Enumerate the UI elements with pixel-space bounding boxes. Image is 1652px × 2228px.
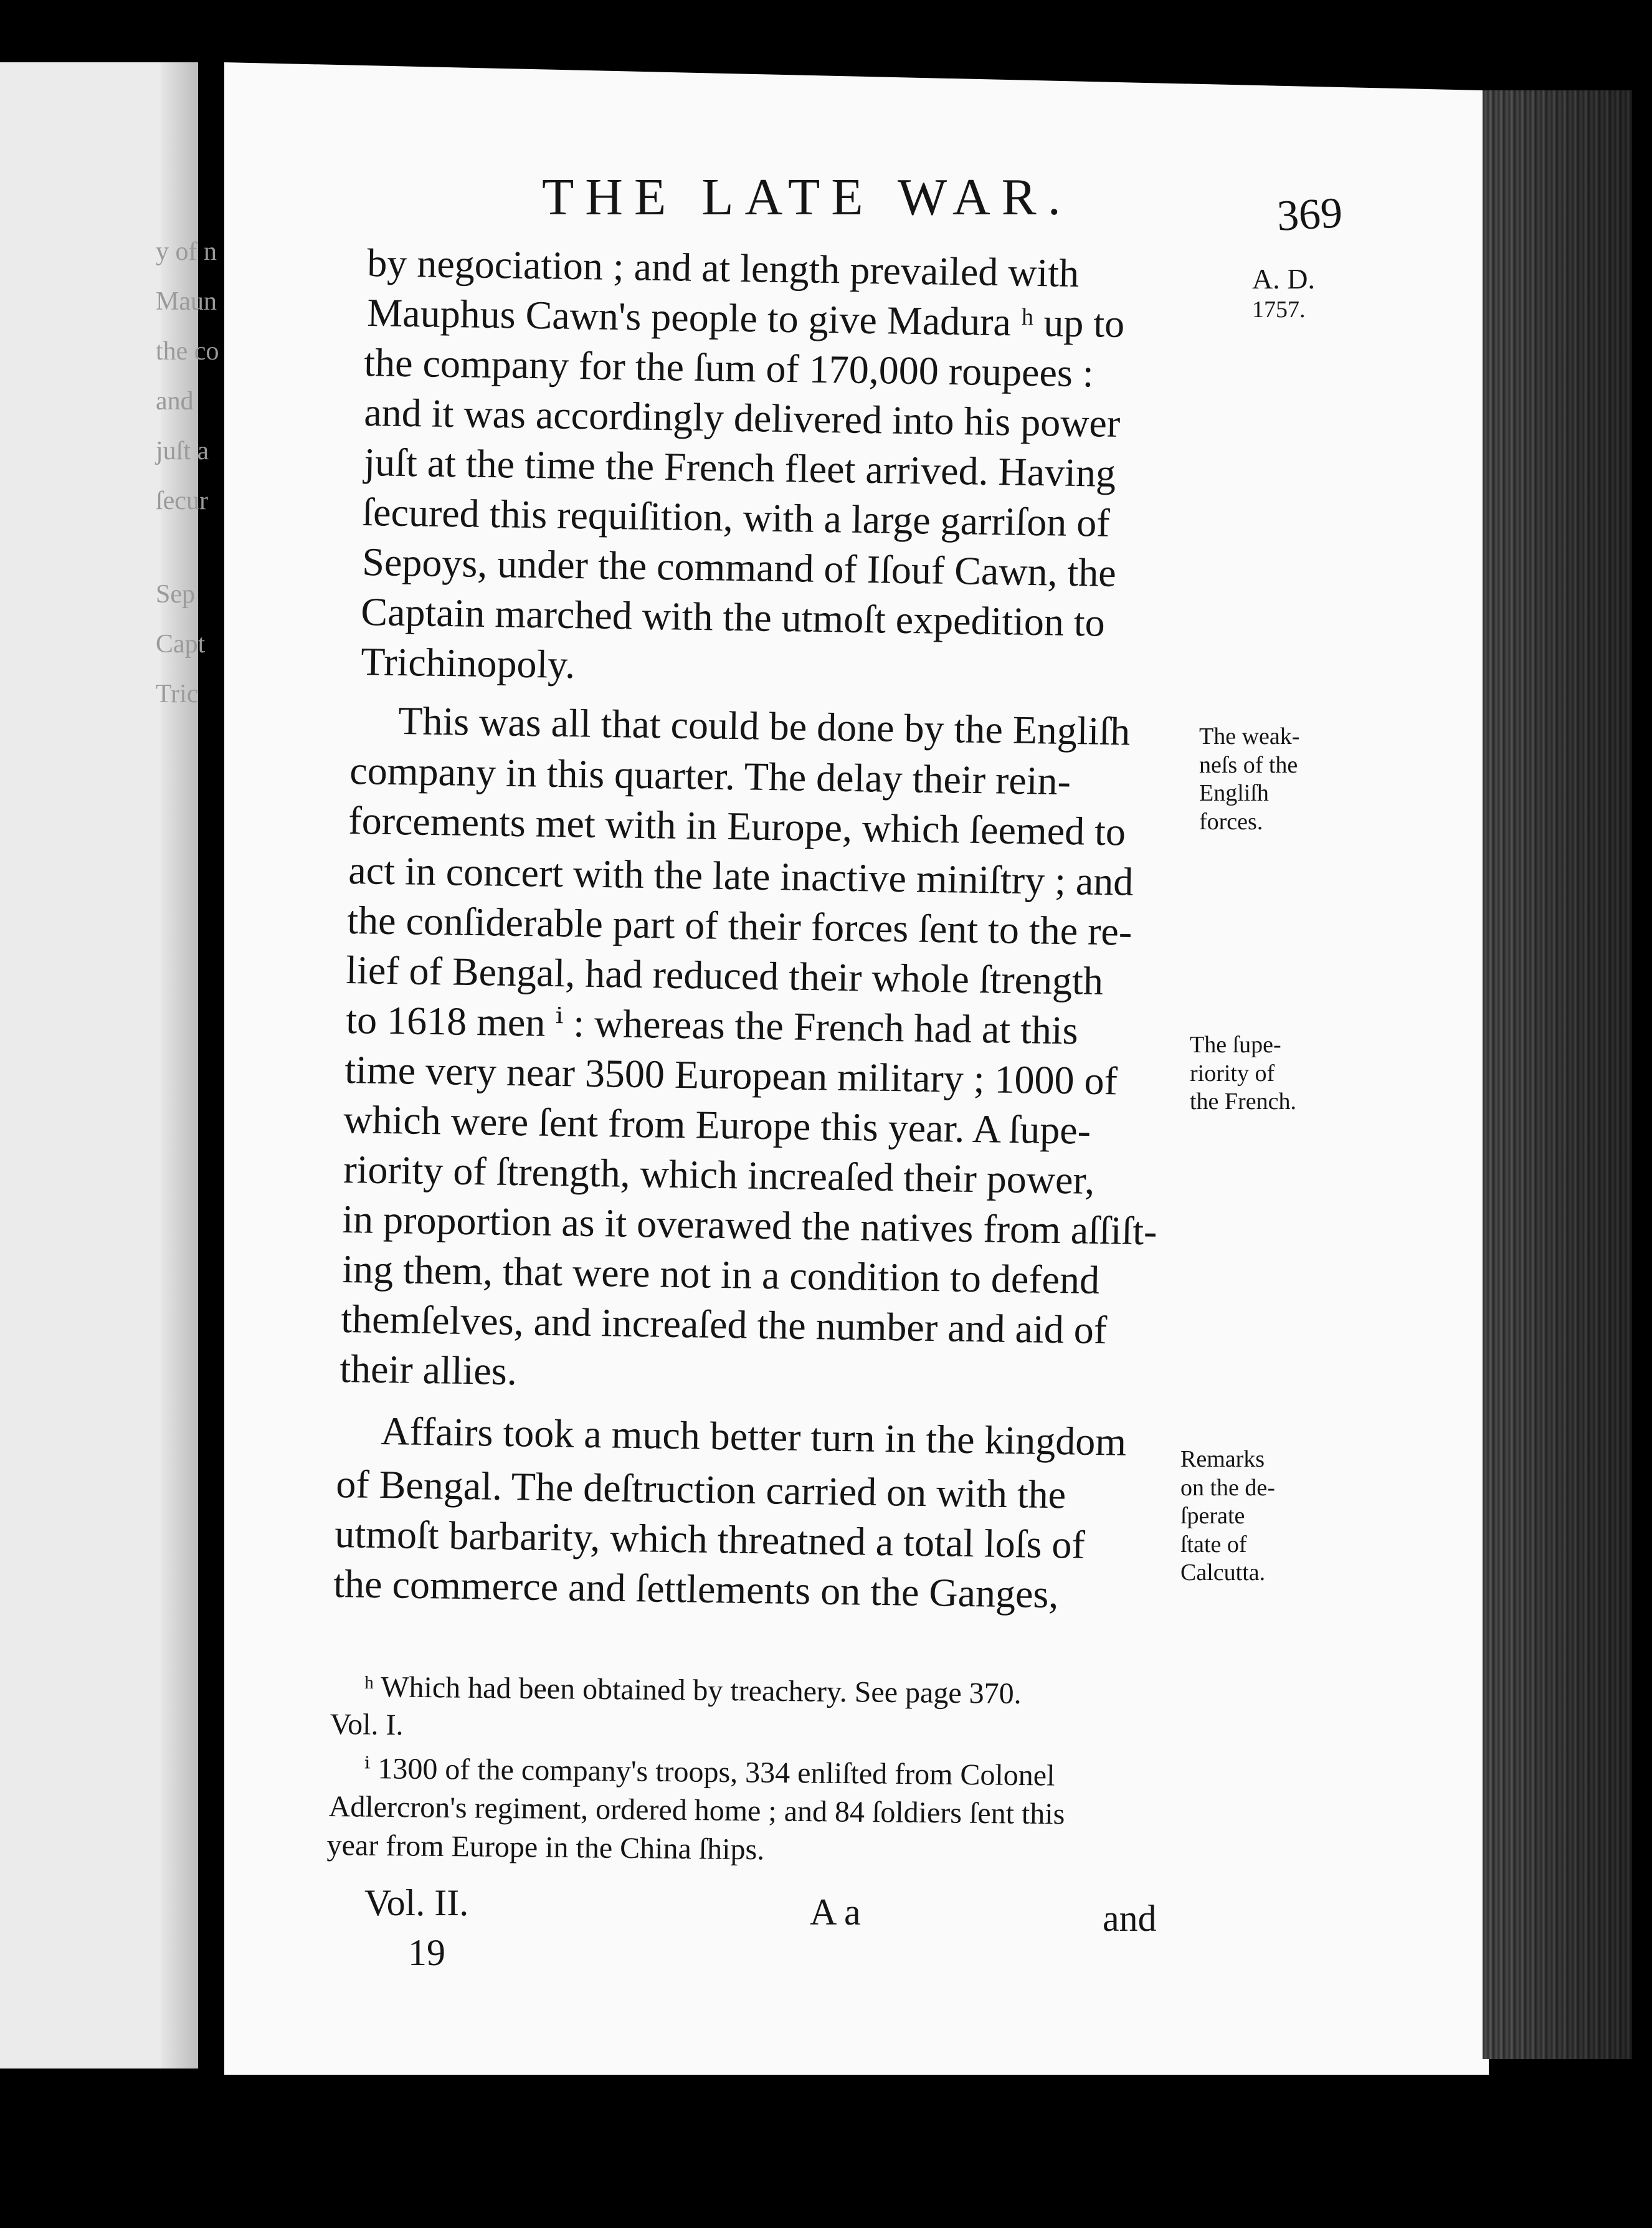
body-line: the commerce and ſettlements on the Ganges, — [333, 1561, 1059, 1617]
body-line: Affairs took a much better turn in the kingdom — [380, 1409, 1127, 1464]
body-line: Trichinopoly. — [360, 639, 576, 687]
body-line: themſelves, and increaſed the number and aid of — [340, 1297, 1108, 1353]
body-line: company in this quarter. The delay their rein- — [349, 748, 1071, 804]
body-line: riority of ſtrength, which increaſed their power, — [343, 1146, 1095, 1202]
sidenote-weakness — [1199, 723, 1299, 836]
facing-page-text: Sep — [156, 580, 195, 609]
footnote-line: ⁱ 1300 of the company's troops, 334 enliſted from Colonel — [364, 1752, 1055, 1792]
volume-mark: Vol. II. — [364, 1882, 469, 1923]
facing-page-text: y of n — [156, 237, 217, 266]
sidenote-line: forces. — [1199, 808, 1263, 835]
body-line: and it was accordingly delivered into his power — [363, 389, 1121, 445]
sidenote-line: on the de- — [1180, 1474, 1275, 1501]
body-line: Sepoys, under the command of Iſouf Cawn, the — [361, 539, 1117, 595]
sidenote-superiority — [1190, 1031, 1296, 1116]
facing-page-text: ſecur — [156, 487, 208, 515]
footnote-line: Adlercron's regiment, ordered home ; and 84 ſoldiers ſent this — [328, 1790, 1065, 1831]
facing-page-text: and — [156, 387, 194, 416]
sidenote-line: The ſupe- — [1190, 1032, 1281, 1058]
footnote-line: ʰ Which had been obtained by treachery. See page 370. — [364, 1670, 1022, 1711]
sidenote-line: Calcutta. — [1180, 1559, 1266, 1586]
body-line: ſecured this requiſition, with a large garriſon of — [361, 489, 1111, 545]
page-edge-shadow — [1483, 90, 1632, 2059]
facing-page-text: Tric — [156, 680, 199, 708]
sidenote-line: the French. — [1190, 1088, 1296, 1115]
body-line: by negociation ; and at length prevailed with — [366, 240, 1080, 295]
sidenote-line: neſs of the — [1199, 751, 1298, 778]
sidenote-remarks — [1180, 1445, 1275, 1588]
sidenote-line: ſperate — [1180, 1503, 1245, 1530]
body-line: the company for the ſum of 170,000 roupees : — [363, 340, 1094, 396]
facing-page-text: juſt a — [156, 437, 209, 465]
margin-date — [1252, 262, 1315, 325]
body-line: This was all that could be done by the Engliſh — [397, 698, 1131, 754]
page-number: 369 — [1276, 189, 1344, 240]
footnote-line: Vol. I. — [330, 1708, 404, 1742]
facing-page — [0, 62, 219, 2069]
facing-page-text: Maun — [156, 287, 217, 316]
sidenote-line: Remarks — [1180, 1446, 1265, 1472]
body-line: to 1618 men ⁱ : whereas the French had at this — [345, 997, 1079, 1053]
body-line: lief of Bengal, had reduced their whole ſtrength — [345, 947, 1104, 1004]
running-head: THE LATE WAR. — [542, 168, 1072, 226]
body-line: which were ſent from Europe this year. A ſupe- — [343, 1097, 1091, 1153]
body-line: act in concert with the late inactive miniſtry ; and — [348, 847, 1134, 904]
margin-date-year: 1757. — [1252, 297, 1306, 323]
sidenote-line: Engliſh — [1199, 780, 1269, 807]
facing-page-text: the co — [156, 337, 219, 366]
body-line: the conſiderable part of their forces ſent to the re- — [346, 897, 1132, 954]
body-line: juſt at the time the French fleet arrived. Having — [363, 439, 1116, 495]
gathering-number: 19 — [408, 1932, 445, 1973]
body-line: forcements met with in Europe, which ſeemed to — [348, 797, 1126, 854]
facing-page-text: Capt — [156, 630, 206, 659]
sidenote-line: riority of — [1190, 1060, 1275, 1087]
margin-date-label: A. D. — [1252, 263, 1315, 295]
body-line: their allies. — [339, 1346, 518, 1394]
body-line: Mauphus Cawn's people to give Madura ʰ up to — [366, 290, 1125, 346]
sidenote-line: The weak- — [1199, 723, 1300, 750]
catchword: and — [1103, 1898, 1157, 1939]
body-line: utmoſt barbarity, which threatned a total loſs of — [334, 1512, 1086, 1567]
footnote-line: year from Europe in the China ſhips. — [326, 1829, 765, 1867]
body-line: Captain marched with the utmoſt expedition to — [360, 589, 1106, 645]
body-line: time very near 3500 European military ; 1000 of — [344, 1047, 1118, 1103]
body-line: in proportion as it overawed the natives from aſſiſt- — [341, 1196, 1157, 1254]
body-line: ing them, that were not in a condition to defend — [341, 1246, 1100, 1303]
body-line: of Bengal. The deſtruction carried on with the — [335, 1462, 1066, 1517]
signature-mark: A a — [810, 1892, 861, 1933]
sidenote-line: ſtate of — [1180, 1531, 1247, 1558]
